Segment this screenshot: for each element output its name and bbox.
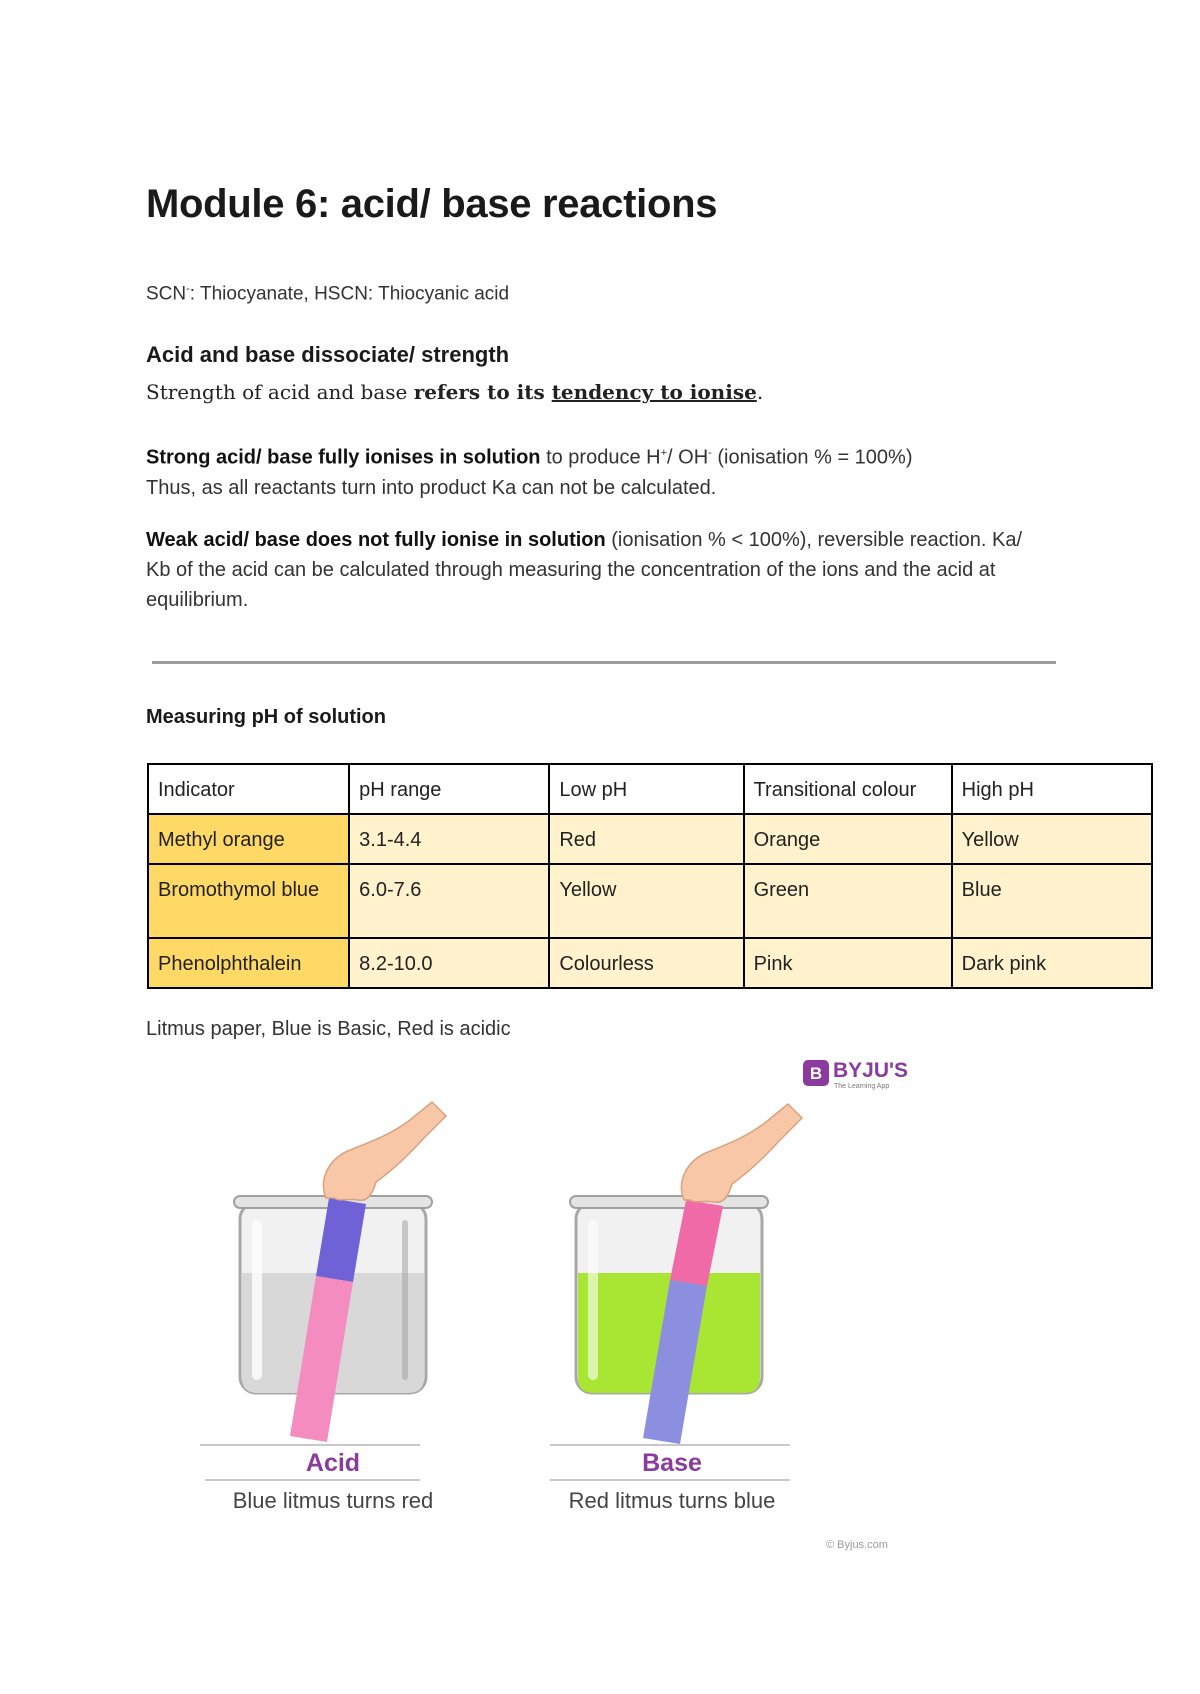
table-cell: Colourless [549,938,743,988]
horizontal-divider [152,661,1056,664]
image-credit: © Byjus.com [826,1539,888,1551]
table-cell: Bromothymol blue [148,864,349,938]
section-heading-strength: Acid and base dissociate/ strength [146,342,510,367]
table-header-cell: Low pH [549,764,743,814]
strength-bold: refers to its [413,380,552,404]
indicator-table [147,763,1153,989]
acid-beaker [234,1102,446,1442]
table-header-cell: Transitional colour [744,764,952,814]
page-title: Module 6: acid/ base reactions [146,182,718,226]
hand-left [323,1102,446,1200]
strength-plain: Strength of acid and base [146,380,414,404]
table-header-row [148,764,1152,814]
table-row [148,938,1152,988]
weak-acid-paragraph [146,525,1046,615]
base-caption: Red litmus turns blue [568,1488,776,1513]
table-header-cell: High pH [952,764,1152,814]
table-cell: Yellow [952,814,1152,864]
table-cell: Methyl orange [148,814,349,864]
strong-line2: Thus, as all reactants turn into product Ka can not be calculated. [146,476,717,499]
byjus-logo [803,1059,908,1090]
hand-right [681,1104,802,1202]
abbrev-part1: SCN [146,283,187,305]
strong-text1: to produce H [540,446,661,469]
table-row [148,814,1152,864]
table-cell: Blue [952,864,1152,938]
table-cell: Pink [744,938,952,988]
strong-sup2: - [708,447,712,459]
table-cell: 8.2-10.0 [349,938,549,988]
strength-definition [146,380,763,404]
strong-text3: (ionisation % = 100%) [711,446,913,469]
litmus-illustration [200,1050,920,1560]
section-heading-ph: Measuring pH of solution [146,706,386,728]
base-label: Base [642,1449,702,1477]
brand-letter: B [809,1064,823,1083]
strong-sup1: + [660,447,668,459]
table-cell: Phenolphthalein [148,938,349,988]
litmus-note: Litmus paper, Blue is Basic, Red is acidic [146,1018,511,1040]
table-cell: 3.1-4.4 [349,814,549,864]
table-row [148,864,1152,938]
strong-lead: Strong acid/ base fully ionises in solution [146,446,541,469]
table-cell: Green [744,864,952,938]
weak-lead: Weak acid/ base does not fully ionise in solution [146,529,606,551]
table-cell: 6.0-7.6 [349,864,549,938]
table-cell: Orange [744,814,952,864]
strength-end: . [756,380,764,404]
strong-text2: / OH [667,446,709,469]
table-header-cell: pH range [349,764,549,814]
strength-underlined: tendency to ionise [551,380,757,404]
table-header-cell: Indicator [148,764,349,814]
acid-label: Acid [305,1449,361,1477]
brand-tagline: The Learning App [834,1083,890,1090]
abbrev-part2: : Thiocyanate, HSCN: Thiocyanic acid [189,283,510,305]
base-beaker [570,1104,802,1444]
abbreviation-line [146,283,509,305]
strong-acid-paragraph [146,438,1046,503]
brand-name: BYJU'S [833,1059,909,1082]
table-cell: Dark pink [952,938,1152,988]
weak-text: (ionisation % < 100%), reversible reaction. Ka/ Kb of the acid can be calculated through measuring the concentration of the ions and the acid at equilibrium. [146,529,1023,611]
abbrev-sup: - [186,283,190,295]
table-cell: Red [549,814,743,864]
acid-caption: Blue litmus turns red [232,1488,434,1513]
table-cell: Yellow [549,864,743,938]
